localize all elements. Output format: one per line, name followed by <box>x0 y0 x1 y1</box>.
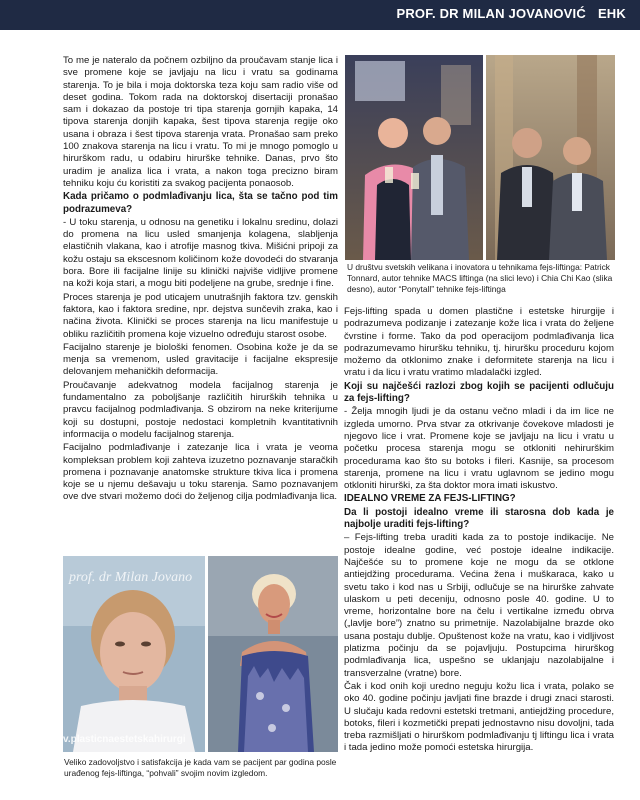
before-photo-watermark-top: prof. dr Milan Jovano <box>69 570 193 585</box>
right-heading-2: IDEALNO VREME ZA FEJS-LIFTING? <box>344 493 516 505</box>
before-photo-watermark-bottom: v.plasticnaestetskahirurgi <box>63 734 186 745</box>
right-heading-3: Da li postoji idealno vreme ili starosna dob kada je najbolje uraditi fejs-lifting? <box>344 506 614 531</box>
left-paragraph-6: Facijalno podmlađivanje i zatezanje lica i vrata je veoma kompleksan problem koji zahteva izuzetno poznavanje staračkih promena i poznavanje anatomske strukture tkiva lica i promena koje se u njemu dešavaju u toku starenja. Samo poznavanjem ove dve stvari možemo doći do željenog cilja podmlađivanja lica. <box>63 442 338 503</box>
after-photo <box>208 556 338 752</box>
left-heading-1: Kada pričamo o podmlađivanju lica, šta se tačno pod tim podrazumeva? <box>63 191 338 215</box>
before-photo <box>63 556 205 752</box>
header-abbr: EHK <box>597 6 626 21</box>
right-paragraph-2: - Želja mnogih ljudi je da ostanu večno mladi i da im lice ne izgleda umorno. Prva stvar za otkrivanje čovekove mladosti je njegovo lice i vrat. Promene koje se javljaju na licu i vratu u početku procesa starenja mogu se otkloniti nehirurškim procedurama kao što su botoks i fileri. Kasnije, sa procesom starenja, promene na licu i vratu uglavnom se jedino mogu otkloniti hirurški, za šta doktor mora imati iskustvo. <box>344 406 614 492</box>
right-paragraph-3: – Fejs-lifting treba uraditi kada za to postoje indikacije. Ne postoje idealne godine, već postoje idealne indikacije. Najčešće su to promene koje ne mogu da se otklone antiejdžing procedurama. Većina žena i muškaraca, kako u svetu tako i kod nas u Srbiji, odlučuje se na hirurške zahvate ulaskom u peti deceniju, odnosno posle 40. godine. U to vreme, horizontalne bore na čelu i vertikalne između obrva („lavlje bore”) znatno su primetnije. Nazolabijalne brazde oko usana postaju dublje. Opuštenost kože na vratu, kao i vidljivost platizma počinju da se pojavljuju. Postupcima hirurškog podmlađivanja lica, uspešno se uklanjaju nazolabijalne i transverzalne (vratne) bore. <box>344 532 614 679</box>
header-author: PROF. DR MILAN JOVANOVIĆ <box>396 6 586 21</box>
top-photo-caption: U društvu svetskih velikana i inovatora u tehnikama fejs-liftinga: Patrick Tonnard, autor tehnike MACS liftinga (na slici levo) i Chia Chi Kao (slika desno), autor “Ponytall” tehnike fejs-liftinga <box>347 262 613 294</box>
left-paragraph-4: Facijalno starenje je biološki fenomen. Osobina kože je da se menja sa vremenom, usled gravitacije i facijalne ekspresije delovanjem mehaničkih deformacija. <box>63 341 338 378</box>
left-paragraph-3: Proces starenja je pod uticajem unutrašnjih faktora tzv. genskih faktora, kao i faktora sredine, npr. dejstva sunčevih zraka, kao i načina života. Klinički se proces starenja na licu manifestuje u obliku različitih promena koje vizuelno određuju starost osobe. <box>63 291 338 340</box>
top-photo <box>345 55 615 260</box>
right-paragraph-1: Fejs-lifting spada u domen plastične i estetske hirurgije i podrazumeva podizanje i zatezanje kože lica i vrata do željene čvrstine i forme. Tako da pod operacijom podmlađivanja lica podrazumevamo hiruršku tehniku, tj. hiruršku proceduru kojom možemo da otklonimo znake i deformitete starenja na licu i vratu i da licu i vratu vratimo mladalački izgled. <box>344 306 614 379</box>
top-photo-image <box>345 55 615 260</box>
left-paragraph-1: To me je nateralo da počnem ozbiljno da proučavam stanje lica i sve promene koje se javljaju na licu i vratu sa godinama starenja. To je bila i moja doktorska teza koju sam radio više od deset godina. Tokom rada na doktorskoj disertaciji pronašao sam i dokazao da postoje tri tipa starenja gornjih kapaka, 14 tipova starenja donjih kapaka, šest tipova starenja regije oko usana i obraza i šest tipova starenja vrata. Pronašao sam preko 100 znakova starenja na licu i vratu. To mi je mnogo pomoglo u hirurškom radu, u odabiru hirurške tehnike. Danas, prvo što uradim je analiza lica i vrata, a nakon toga precizno biram tehniku koju ću koristiti za svakog pacijenta ponaosob. <box>63 55 338 189</box>
header-text <box>396 6 626 21</box>
bottom-photo-caption: Veliko zadovoljstvo i satisfakcija je kada vam se pacijent par godina posle urađenog fejs-liftinga, “pohvali” svojim novim izgledom. <box>64 757 337 778</box>
right-text-column <box>344 306 614 756</box>
right-heading-1: Koji su najčešći razlozi zbog kojih se pacijenti odlučuju za fejs-lifting? <box>344 380 614 405</box>
page-header <box>0 0 640 30</box>
right-paragraph-4: Čak i kod onih koji uredno neguju kožu lica i vrata, polako se oko 40. godine počinju javljati fine brazde i drugi znaci starosti. U slučaju kada redovni estetski tretmani, antiejdžing procedure, botoks, fileri i kozmetički prepati jednostavno nisu dovoljni, tada treba razmišljati o hirurškom podmlađivanju tj liftingu lica i vrata i tada jedino može pomoći estetska hirurgija. <box>344 680 614 754</box>
left-paragraph-5: Proučavanje adekvatnog modela facijalnog starenja je fundamentalno za poboljšanje različitih hirurških tehnika u pravcu facijalnog podmlađivanja. S obzirom na neke kriterijume koji su dostupni, postoje nedostaci kompletnih kvantitativnih informacija o modelu facijalnog starenja. <box>63 379 338 440</box>
left-text-column <box>63 55 338 505</box>
left-paragraph-2: - U toku starenja, u odnosu na genetiku i lokalnu sredinu, dolazi do promena na licu usled smanjenja kolagena, slabljenja elastičnih vlakana, kao i atrofije masnog tkiva. Mišićni pripoji za kožu ostaju sa ekscesnom količinom kože dovodeći do stvaranja bora. Bore ili facijalne linije su klinički najviše vidljive promene na koži koja stari, a mogu biti podeljene na grube, srednje i fine. <box>63 216 338 290</box>
